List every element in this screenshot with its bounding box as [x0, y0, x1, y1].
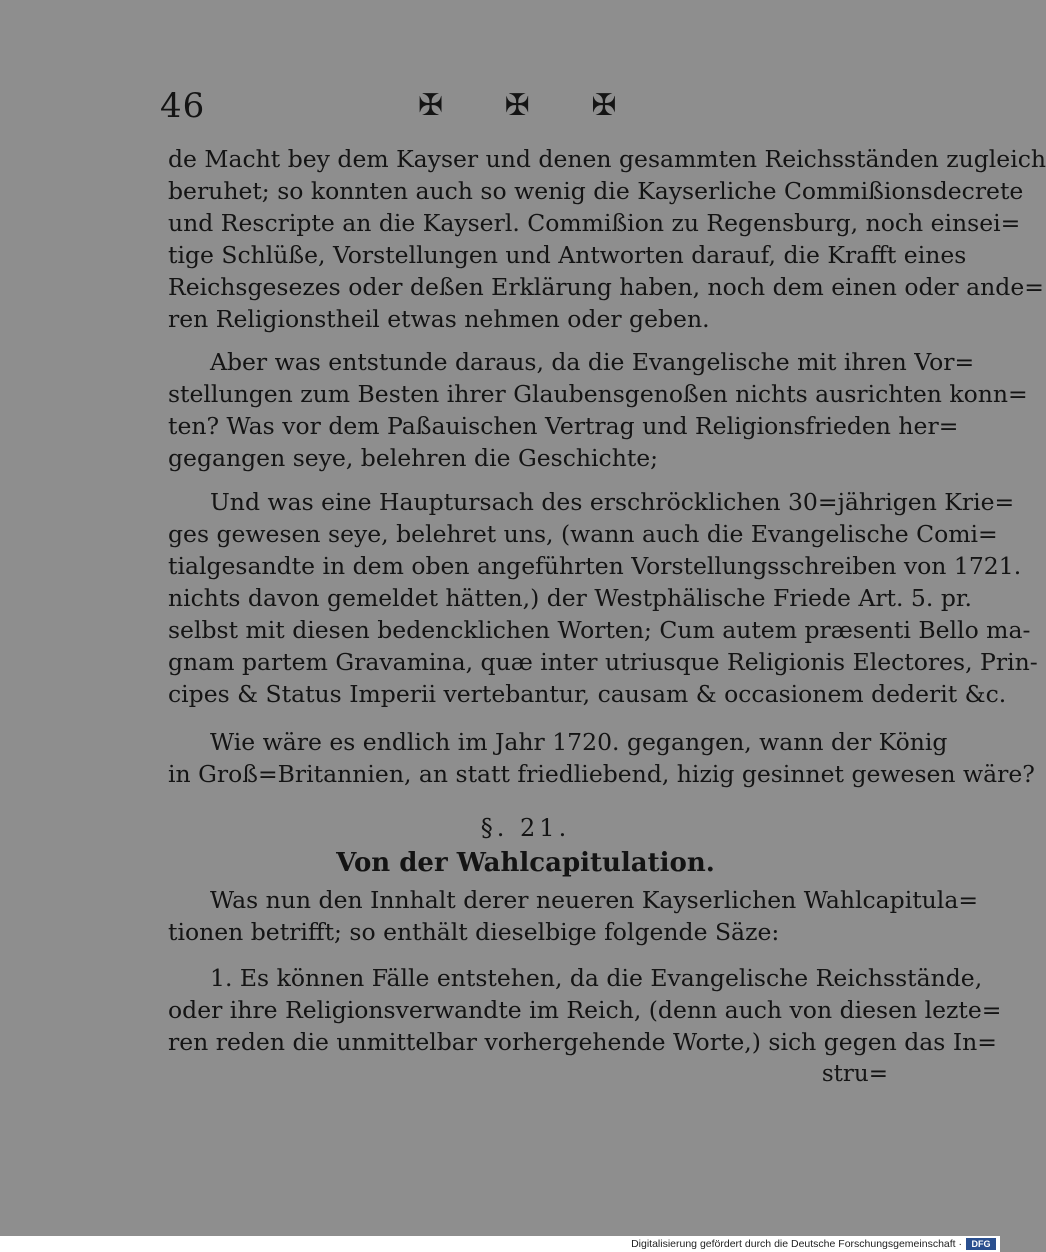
text-line: gnam partem Gravamina, quæ inter utriusque Religionis Electores, Prin-	[168, 648, 1038, 676]
text-line: ren reden die unmittelbar vorhergehende Worte,) sich gegen das In=	[168, 1028, 997, 1056]
section-number: §. 21.	[480, 814, 571, 842]
text-line: tige Schlüße, Vorstellungen und Antworten darauf, die Krafft eines	[168, 241, 967, 269]
catchword: stru=	[821, 1061, 888, 1087]
text-line: cipes & Status Imperii vertebantur, causam & occasionem dederit &c.	[168, 680, 1007, 708]
text-line: und Rescripte an die Kayserl. Commißion zu Regensburg, noch einsei=	[168, 209, 1021, 237]
text-line: ren Religionstheil etwas nehmen oder geben.	[168, 305, 710, 333]
text-line: nichts davon gemeldet hätten,) der Westphälische Friede Art. 5. pr.	[168, 584, 972, 612]
text-line: de Macht bey dem Kayser und denen gesammten Reichsständen zugleich	[168, 145, 1046, 173]
text-line: ten? Was vor dem Paßauischen Vertrag und Religionsfrieden her=	[168, 412, 959, 440]
text-line: Reichsgesezes oder deßen Erklärung haben, noch dem einen oder ande=	[168, 273, 1044, 301]
text-line: in Groß=Britannien, an statt friedliebend, hizig gesinnet gewesen wäre?	[168, 760, 1035, 788]
dfg-logo-icon[interactable]: DFG	[966, 1238, 996, 1250]
text-line: stellungen zum Besten ihrer Glaubensgenoßen nichts ausrichten konn=	[168, 380, 1028, 408]
text-line: 1. Es können Fälle entstehen, da die Evangelische Reichsstände,	[210, 964, 983, 992]
text-line: oder ihre Religionsverwandte im Reich, (denn auch von diesen lezte=	[168, 996, 1002, 1024]
text-line: beruhet; so konnten auch so wenig die Kayserliche Commißionsdecrete	[168, 177, 1024, 205]
text-line: gegangen seye, belehren die Geschichte;	[168, 444, 659, 472]
text-line: tionen betrifft; so enthält dieselbige folgende Säze:	[168, 918, 780, 946]
text-line: Wie wäre es endlich im Jahr 1720. gegangen, wann der König	[210, 728, 948, 756]
text-line: selbst mit diesen bedencklichen Worten; Cum autem præsenti Bello ma-	[168, 616, 1031, 644]
text-line: Was nun den Innhalt derer neueren Kayserlichen Wahlcapitula=	[210, 886, 979, 914]
text-line: ges gewesen seye, belehret uns, (wann auch die Evangelische Comi=	[168, 520, 998, 548]
text-line: Aber was entstunde daraus, da die Evangelische mit ihren Vor=	[210, 348, 975, 376]
text-line: tialgesandte in dem oben angeführten Vorstellungsschreiben von 1721.	[168, 552, 1022, 580]
page-header	[160, 86, 880, 136]
text-line: Und was eine Hauptursach des erschröcklichen 30=jährigen Krie=	[210, 488, 1015, 516]
footer-credit: Digitalisierung gefördert durch die Deutsche Forschungsgemeinschaft ·	[631, 1238, 962, 1250]
footer-bar	[0, 1236, 1000, 1252]
header-ornament-icon: ✠ ✠ ✠	[418, 88, 643, 123]
section-title: Von der Wahlcapitulation.	[336, 848, 715, 878]
page-number: 46	[160, 86, 206, 126]
